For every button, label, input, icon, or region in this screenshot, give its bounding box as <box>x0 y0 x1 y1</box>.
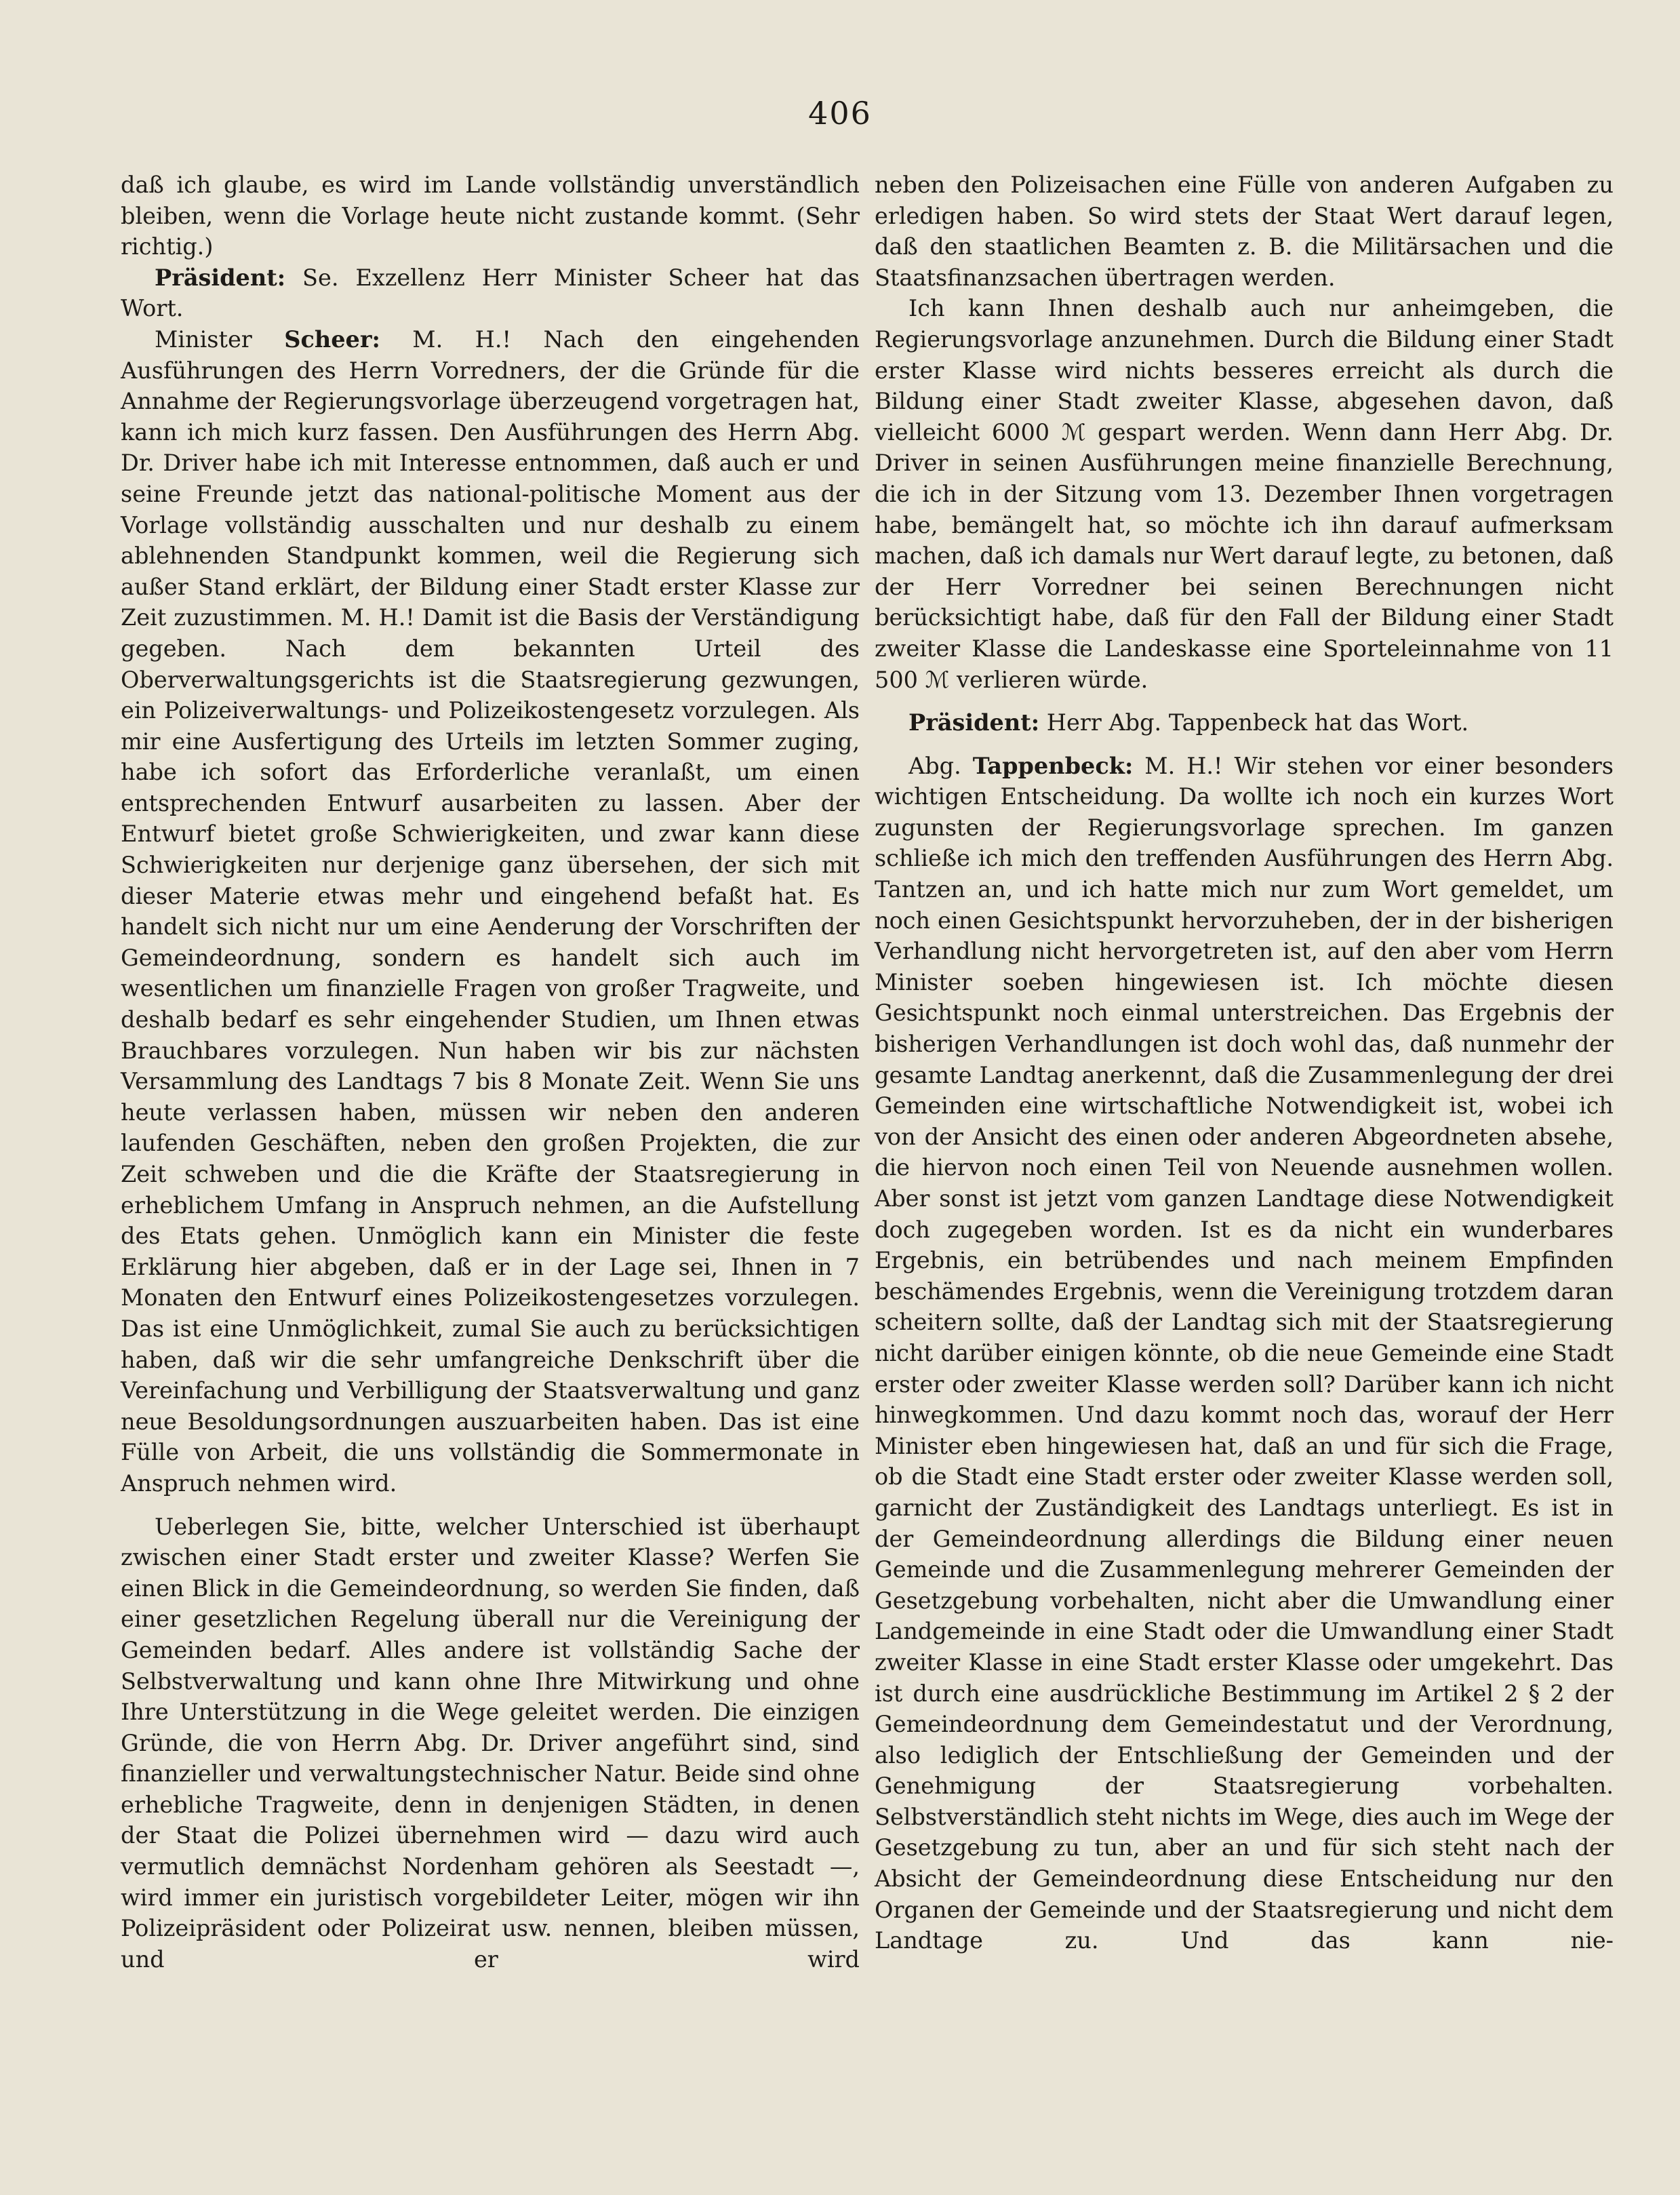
speech-text: M. H.! Nach den eingehenden Ausführungen des Herrn Vorredners, der die Gründe für die Annahme der Regierungsvorlage überzeugend vorgetragen hat, kann ich mich kurz fassen. Den Ausführungen des Herrn Abg. Dr. Driver habe ich mit Interesse entnommen, daß auch er und seine Freunde jetzt das national-politische Moment aus der Vorlage vollständig ausschalten und nur deshalb zu einem ablehnenden Standpunkt kommen, weil die Regierung sich außer Stand erklärt, der Bildung einer Stadt erster Klasse zur Zeit zuzustimmen. M. H.! Damit ist die Basis der Verständigung gegeben. Nach dem bekannten Urteil des Oberverwaltungsgerichts ist die Staatsregierung gezwungen, ein Polizeiverwaltungs- und Polizeikostengesetz vorzulegen. Als mir eine Ausfertigung des Urteils im letzten Sommer zuging, habe ich sofort das Erforderliche veranlaßt, um einen entsprechenden Entwurf ausarbeiten zu lassen. Aber der Entwurf bietet große Schwierigkeiten, und zwar kann diese Schwierigkeiten nur derjenige ganz übersehen, der sich mit dieser Materie etwas mehr und eingehend befaßt hat. Es handelt sich nicht nur um eine Aenderung der Vorschriften der Gemeindeordnung, sondern es handelt sich auch im wesentlichen um finanzielle Fragen von großer Tragweite, und deshalb bedarf es sehr eingehender Studien, um Ihnen etwas Brauchbares vorzulegen. Nun haben wir bis zur nächsten Versammlung des Landtags 7 bis 8 Monate Zeit. Wenn Sie uns heute verlassen haben, müssen wir neben den anderen laufenden Geschäften, neben den großen Projekten, die zur Zeit schweben und die die Kräfte der Staatsregierung in erheblichem Umfang in Anspruch nehmen, an die Aufstellung des Etats gehen. Unmöglich kann ein Minister die feste Erklärung hier abgeben, daß er in der Lage sei, Ihnen in 7 Monaten den Entwurf eines Polizeikostengesetzes vorzulegen. Das ist eine Unmöglichkeit, zumal Sie auch zu berücksichtigen haben, daß wir die sehr umfangreiche Denkschrift über die Vereinfachung und Verbilligung der Staatsverwaltung und ganz neue Besoldungsordnungen auszuarbeiten haben. Das ist eine Fülle von Arbeit, die uns vollständig die Sommermonate in Anspruch nehmen wird. <box>121 325 860 1497</box>
speaker-label: Präsident: <box>908 709 1040 736</box>
page-number: 406 <box>808 95 872 132</box>
speech-text: M. H.! Wir stehen vor einer besonders wichtigen Entscheidung. Da wollte ich noch ein kurzes Wort zugunsten der Regierungsvorlage sprechen. Im ganzen schließe ich mich den treffenden Ausführungen des Herrn Abg. Tantzen an, und ich hatte mich nur zum Wort gemeldet, um noch einen Gesichtspunkt hervorzuheben, der in der bisherigen Verhandlung nicht hervorgetreten ist, auf den aber vom Herrn Minister soeben hingewiesen ist. Ich möchte diesen Gesichtspunkt noch einmal unterstreichen. Das Ergebnis der bisherigen Verhandlungen ist doch wohl das, daß nunmehr der gesamte Landtag anerkennt, daß die Zusammenlegung der drei Gemeinden eine wirtschaftliche Notwendigkeit ist, wobei ich von der Ansicht des einen oder anderen Abgeordneten absehe, die hiervon noch einen Teil von Neuende ausnehmen wollen. Aber sonst ist jetzt vom ganzen Landtage diese Notwendigkeit doch zugegeben worden. Ist es da nicht ein wunderbares Ergebnis, ein betrübendes und nach meinem Empfinden beschämendes Ergebnis, wenn die Vereinigung trotzdem daran scheitern sollte, daß der Landtag sich mit der Staatsregierung nicht darüber einigen könnte, ob die neue Gemeinde eine Stadt erster oder zweiter Klasse werden soll? Darüber kann ich nicht hinwegkommen. Und dazu kommt noch das, worauf der Herr Minister eben hingewiesen hat, daß an und für sich die Frage, ob die Stadt eine Stadt erster oder zweiter Klasse werden soll, garnicht der Zuständigkeit des Landtags unterliegt. Es ist in der Gemeindeordnung allerdings die Bildung einer neuen Gemeinde und die Zusammenlegung mehrerer Gemeinden der Gesetzgebung vorbehalten, nicht aber die Umwandlung einer Landgemeinde in eine Stadt oder die Umwandlung einer Stadt zweiter Klasse in eine Stadt erster Klasse oder umgekehrt. Das ist durch eine ausdrückliche Bestimmung im Artikel 2 § 2 der Gemeindeordnung dem Gemeindestatut und der Verordnung, also lediglich der Entschließung der Gemeinden und der Genehmigung der Staatsregierung vorbehalten. Selbstverständlich steht nichts im Wege, dies auch im Wege der Gesetzgebung zu tun, aber an und für sich steht nach der Absicht der Gemeindeordnung diese Entscheidung nur den Organen der Gemeinde und der Staatsregierung und nicht dem Landtage zu. Und das kann nie- <box>875 752 1614 1954</box>
paragraph: neben den Polizeisachen eine Fülle von anderen Aufgaben zu erledigen haben. So wird stets der Staat Wert darauf legen, daß den staatlichen Beamten z. B. die Militärsachen und die Staatsfinanzsachen übertragen werden. <box>875 172 1614 291</box>
speaker-role: Minister <box>155 325 285 353</box>
speaker-label: Tappenbeck: <box>972 752 1134 779</box>
paragraph: Ueberlegen Sie, bitte, welcher Unterschied ist überhaupt zwischen einer Stadt erster und zweiter Klasse? Werfen Sie einen Blick in die Gemeindeordnung, so werden Sie finden, daß einer gesetzlichen Regelung überall nur die Vereinigung der Gemeinden bedarf. Alles andere ist vollständig Sache der Selbstverwaltung und kann ohne Ihre Mitwirkung und ohne Ihre Unterstützung in die Wege geleitet werden. Die einzigen Gründe, die von Herrn Abg. Dr. Driver angeführt sind, sind finanzieller und verwaltungstechnischer Natur. Beide sind ohne erhebliche Tragweite, denn in denjenigen Städten, in denen der Staat die Polizei übernehmen wird — dazu wird auch vermutlich demnächst Nordenham gehören als Seestadt —, wird immer ein juristisch vorgebildeter Leiter, mögen wir ihn Polizeipräsident oder Polizeirat usw. nennen, bleiben müssen, und er wird <box>121 1513 860 1973</box>
speech-text: Se. Exzellenz Herr Minister Scheer hat das Wort. <box>121 264 860 322</box>
paragraph <box>121 324 860 1499</box>
paragraph <box>875 751 1614 1956</box>
paragraph: Ich kann Ihnen deshalb auch nur anheimgeben, die Regierungsvorlage anzunehmen. Durch die Bildung einer Stadt erster Klasse wird nichts besseres erreicht als durch die Bildung einer Stadt zweiter Klasse, abgesehen davon, daß vielleicht 6000 ℳ gespart werden. Wenn dann Herr Abg. Dr. Driver in seinen Ausführungen meine finanzielle Berechnung, die ich in der Sitzung vom 13. Dezember Ihnen vorgetragen habe, bemängelt hat, so möchte ich ihn darauf aufmerksam machen, daß ich damals nur Wert darauf legte, zu betonen, daß der Herr Vorredner bei seinen Berechnungen nicht berücksichtigt habe, daß für den Fall der Bildung einer Stadt zweiter Klasse die Landeskasse eine Sporteleinnahme von 11 500 ℳ verlieren würde. <box>875 295 1614 693</box>
speaker-role: Abg. <box>908 752 973 779</box>
speaker-label: Präsident: <box>155 264 286 291</box>
left-column <box>121 170 860 1975</box>
speech-text: Herr Abg. Tappenbeck hat das Wort. <box>1039 709 1469 736</box>
paragraph <box>121 262 860 324</box>
speaker-label: Scheer: <box>284 325 380 353</box>
right-column <box>875 170 1614 1956</box>
paragraph: daß ich glaube, es wird im Lande vollständig unverständlich bleiben, wenn die Vorlage heute nicht zustande kommt. (Sehr richtig.) <box>121 172 860 260</box>
paragraph <box>875 707 1614 738</box>
